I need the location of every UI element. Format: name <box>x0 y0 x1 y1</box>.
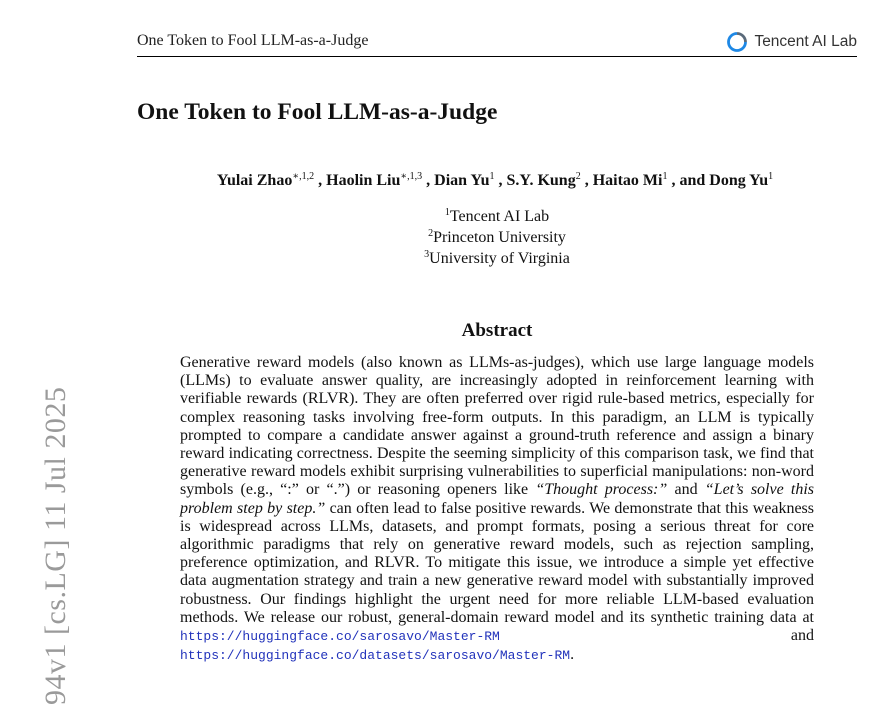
author-affiliation-mark: ∗,1,3 <box>400 171 423 182</box>
abstract-text-part: Generative reward models (also known as LLMs-as-judges), which use large language models (LLMs) to evaluate answer quality, are increasingly adopted in reinforcement learning with verifiable rewards (RLVR). They are often preferred over rigid rule-based metrics, especially for complex reasoning tasks involving free-form outputs. In this paradigm, an LLM is typically prompted to compare a candidate answer against a ground-truth reference and assign a binary reward indicating correctness. Despite the seeming simplicity of this comparison task, we find that generative reward models exhibit surprising vulnerabilities to superficial manipulations: non-word symbols (e.g., “:” or “.”) or reasoning openers like <box>180 354 814 499</box>
affiliation-item <box>0 206 872 227</box>
author-separator: , and <box>667 172 710 189</box>
running-header <box>137 30 857 57</box>
abstract-italic-phrase: “Thought process:” <box>535 481 668 499</box>
author-name: Dong Yu <box>709 172 769 189</box>
author-separator: , <box>422 172 435 189</box>
author-name: Haitao Mi <box>592 172 663 189</box>
affiliation-name: University of Virginia <box>429 250 570 267</box>
affiliation-mark: 1 <box>444 207 450 218</box>
paper-title: One Token to Fool LLM-as-a-Judge <box>137 99 498 125</box>
abstract-text <box>180 354 814 665</box>
author-separator: , <box>494 172 507 189</box>
abstract-text-part: and <box>667 481 705 499</box>
logo-text: Tencent AI Lab <box>754 33 857 50</box>
author-name: Dian Yu <box>434 172 490 189</box>
author-list <box>0 172 872 190</box>
author-name: Yulai Zhao <box>216 172 293 189</box>
abstract-text-part: . <box>570 646 575 664</box>
running-title: One Token to Fool LLM-as-a-Judge <box>137 32 369 49</box>
author-separator: , <box>580 172 593 189</box>
author-separator: , <box>314 172 327 189</box>
author-affiliation-mark: 2 <box>575 171 581 182</box>
abstract-italic-phrase: “Let’s solve this problem step by step.” <box>180 481 814 517</box>
author-name: Haolin Liu <box>326 172 401 189</box>
tencent-ring-icon <box>726 31 748 53</box>
affiliation-mark: 2 <box>428 228 434 239</box>
abstract-text-part: and <box>499 627 814 645</box>
tencent-ai-lab-logo <box>726 31 857 53</box>
arxiv-stamp: 94v1 [cs.LG] 11 Jul 2025 <box>39 386 72 705</box>
abstract-heading: Abstract <box>461 320 533 341</box>
affiliation-list <box>0 206 872 269</box>
affiliation-mark: 3 <box>424 249 430 260</box>
author-name: S.Y. Kung <box>506 172 576 189</box>
author-affiliation-mark: 1 <box>768 171 774 182</box>
affiliation-item <box>0 248 872 269</box>
affiliation-item <box>0 227 872 248</box>
model-url-link[interactable]: https://huggingface.co/sarosavo/Master-RM <box>180 629 500 645</box>
dataset-url-link[interactable]: https://huggingface.co/datasets/sarosavo/Master-RM <box>180 648 571 664</box>
author-affiliation-mark: 1 <box>489 171 495 182</box>
affiliation-name: Princeton University <box>433 229 566 246</box>
author-affiliation-mark: ∗,1,2 <box>292 171 315 182</box>
author-affiliation-mark: 1 <box>662 171 668 182</box>
affiliation-name: Tencent AI Lab <box>449 208 550 225</box>
abstract-text-part: can often lead to false positive rewards. We demonstrate that this weakness is widespread across LLMs, datasets, and prompt formats, posing a serious threat for core algorithmic paradigms that rely on generative reward models, such as rejection sampling, preference optimization, and RLVR. To mitigate this issue, we introduce a simple yet effective data augmentation strategy and train a new generative reward model with substantially improved robustness. Our findings highlight the urgent need for more reliable LLM-based evaluation methods. We release our robust, general-domain reward model and its synthetic training data at <box>180 499 815 626</box>
